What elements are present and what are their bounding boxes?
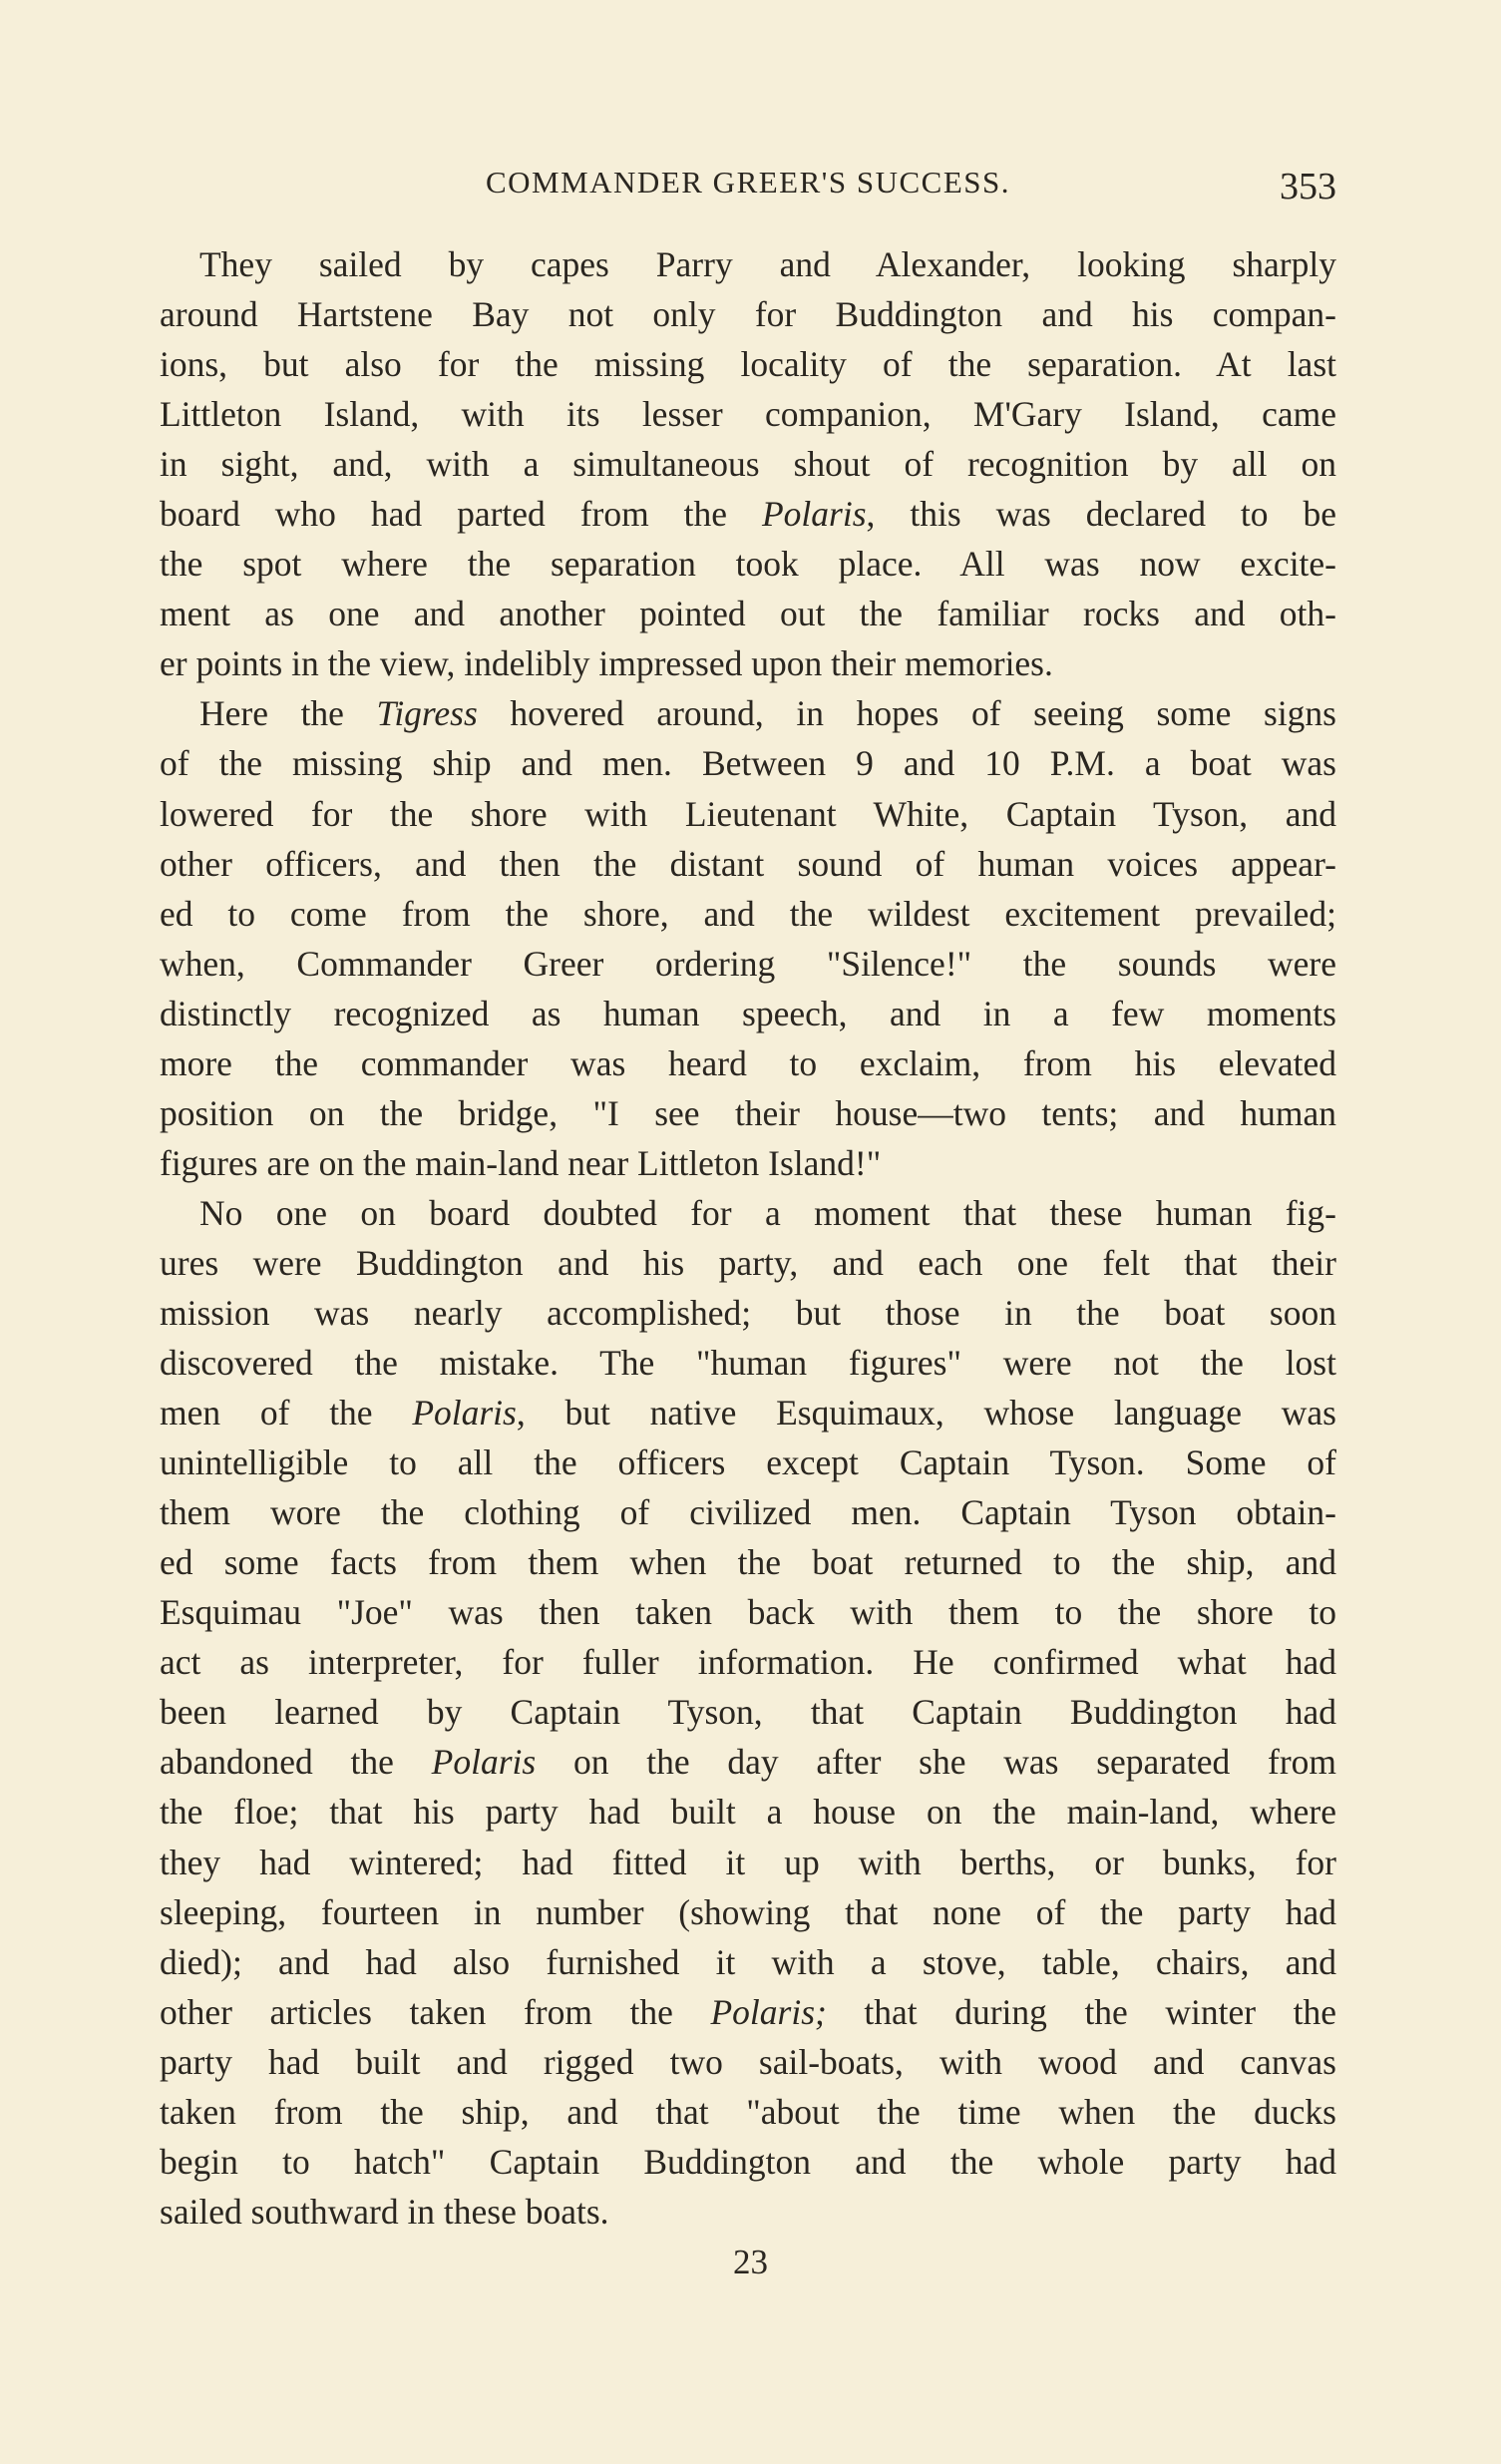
italic-title: Polaris; [710, 1991, 827, 2032]
text-line [160, 688, 1336, 738]
text-line: distinctly recognized as human speech, and in a few moments [160, 993, 1336, 1033]
text-line: other officers, and then the distant sound of human voices appear- [160, 843, 1336, 884]
text-line: They sailed by capes Parry and Alexander, looking sharply [199, 244, 1336, 284]
text-line: they had wintered; had fitted it up with berths, or bunks, for [160, 1842, 1336, 1882]
text-segment: , but native Esquimaux, whose language was [516, 1393, 1336, 1434]
page-number: 353 [1280, 166, 1336, 207]
text-segment: that during the winter the [826, 1991, 1336, 2032]
signature-mark: 23 [733, 2243, 768, 2281]
italic-title: Tigress [376, 693, 478, 734]
text-line: when, Commander Greer ordering "Silence!" the sounds were [160, 943, 1336, 984]
text-line: Littleton Island, with its lesser companion, M'Gary Island, came [160, 394, 1336, 435]
text-line: ment as one and another pointed out the familiar rocks and oth- [160, 594, 1336, 634]
text-line: ures were Buddington and his party, and each one felt that their [160, 1242, 1336, 1283]
text-segment: abandoned the [160, 1742, 432, 1783]
text-line: figures are on the main-land near Littleton Island!" [160, 1142, 882, 1183]
text-segment: on the day after she was separated from [536, 1742, 1336, 1783]
text-line: sailed southward in these boats. [160, 2191, 609, 2232]
text-line: No one on board doubted for a moment that these human fig- [199, 1192, 1336, 1233]
text-segment: Here the [199, 693, 377, 734]
text-line: in sight, and, with a simultaneous shout of recognition by all on [160, 444, 1336, 485]
text-segment: board who had parted from the [160, 494, 762, 535]
text-line: lowered for the shore with Lieutenant White, Captain Tyson, and [160, 793, 1336, 834]
text-segment: , this was declared to be [866, 494, 1336, 535]
text-line: er points in the view, indelibly impressed upon their memories. [160, 643, 1053, 684]
italic-title: Polaris [412, 1393, 517, 1434]
text-segment: men of the [160, 1393, 413, 1434]
running-head: COMMANDER GREER'S SUCCESS. [485, 165, 1011, 200]
text-line: been learned by Captain Tyson, that Captain Buddington had [160, 1692, 1336, 1733]
text-line: position on the bridge, "I see their house—two tents; and human [160, 1092, 1336, 1133]
text-line: ions, but also for the missing locality of the separation. At last [160, 344, 1336, 385]
text-line: unintelligible to all the officers except Captain Tyson. Some of [160, 1442, 1336, 1483]
text-line: sleeping, fourteen in number (showing that none of the party had [160, 1891, 1336, 1932]
text-line: taken from the ship, and that "about the time when the ducks [160, 2091, 1336, 2132]
text-line: more the commander was heard to exclaim, from his elevated [160, 1042, 1336, 1083]
text-line: mission was nearly accomplished; but those in the boat soon [160, 1292, 1336, 1333]
text-line: died); and had also furnished it with a stove, table, chairs, and [160, 1941, 1336, 1982]
text-line [160, 1737, 1336, 1787]
text-line [160, 489, 1336, 539]
text-line: around Hartstene Bay not only for Buddington and his compan- [160, 294, 1336, 335]
italic-title: Polaris [762, 494, 867, 535]
text-line: ed some facts from them when the boat returned to the ship, and [160, 1542, 1336, 1583]
text-line: act as interpreter, for fuller information. He confirmed what had [160, 1642, 1336, 1683]
text-line: party had built and rigged two sail-boats, with wood and canvas [160, 2041, 1336, 2082]
text-line: of the missing ship and men. Between 9 and 10 P.M. a boat was [160, 743, 1336, 784]
text-line: the spot where the separation took place. All was now excite- [160, 544, 1336, 585]
body-text [160, 239, 1336, 2237]
text-segment: other articles taken from the [160, 1991, 711, 2032]
text-line: begin to hatch" Captain Buddington and the whole party had [160, 2141, 1336, 2182]
page-header [160, 165, 1336, 224]
text-segment: hovered around, in hopes of seeing some signs [477, 693, 1336, 734]
text-line: Esquimau "Joe" was then taken back with them to the shore to [160, 1592, 1336, 1633]
italic-title: Polaris [431, 1742, 537, 1783]
text-line: ed to come from the shore, and the wildest excitement prevailed; [160, 893, 1336, 934]
text-line [160, 1987, 1336, 2037]
text-line [160, 1388, 1336, 1437]
text-line: the floe; that his party had built a house on the main-land, where [160, 1792, 1336, 1833]
text-line: them wore the clothing of civilized men. Captain Tyson obtain- [160, 1492, 1336, 1533]
text-line: discovered the mistake. The "human figures" were not the lost [160, 1343, 1336, 1384]
